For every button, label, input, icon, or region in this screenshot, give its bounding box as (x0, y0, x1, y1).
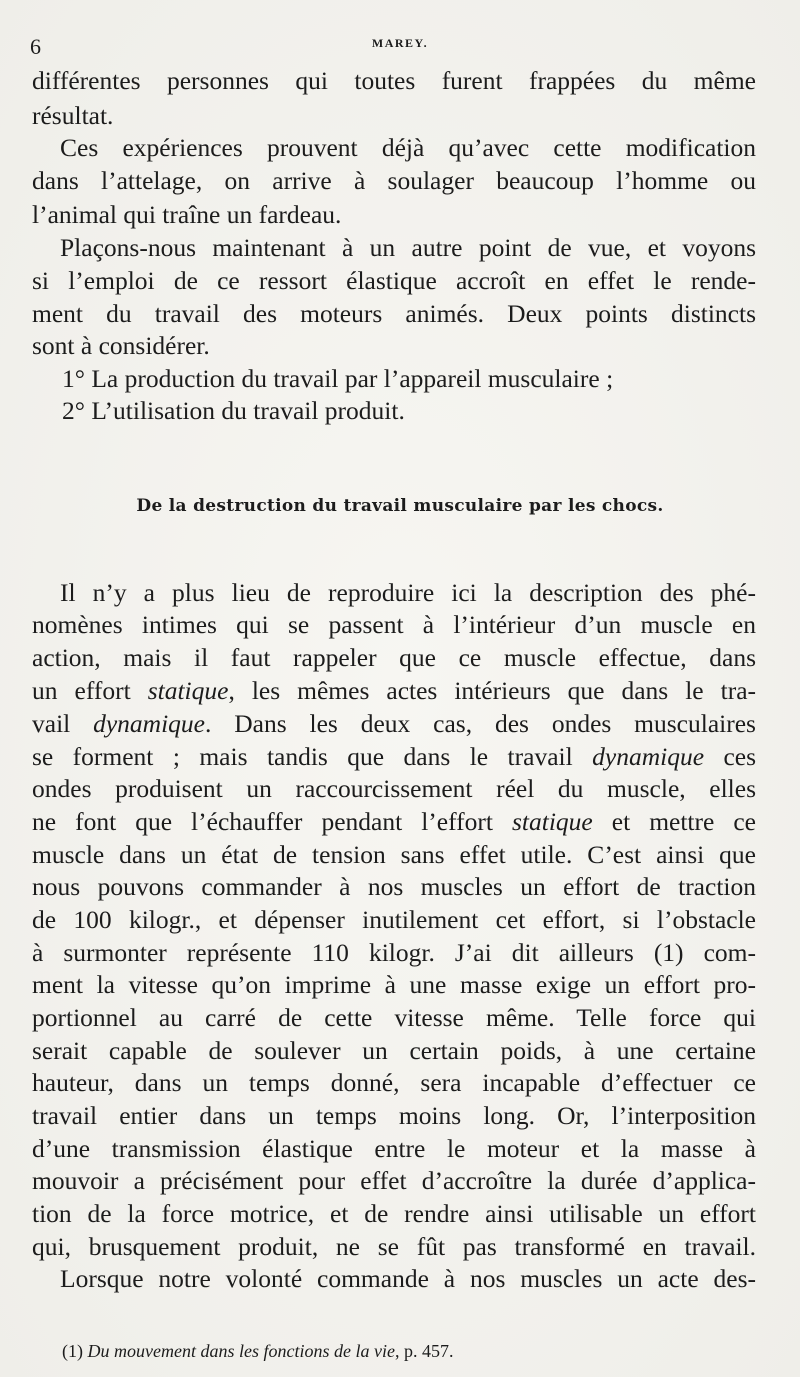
text-line: différentes personnes qui toutes furent frappées du même (32, 66, 756, 95)
text-line: dans l’attelage, on arrive à soulager beaucoup l’homme ou (32, 166, 756, 195)
text-line: nous pouvons commander à nos muscles un effort de traction (32, 872, 756, 901)
text-line: action, mais il faut rappeler que ce muscle effectue, dans (32, 643, 756, 672)
footnote (62, 1341, 453, 1362)
text-line: se forment ; mais tandis que dans le travail dynamique ces (32, 742, 757, 771)
text-line: un effort statique, les mêmes actes intérieurs que dans le tra- (32, 676, 757, 705)
footnote-title: Du mouvement dans les fonctions de la vie (87, 1341, 395, 1361)
italic-term: dynamique (93, 709, 205, 738)
text-line: muscle dans un état de tension sans effet utile. C’est ainsi que (32, 840, 756, 869)
list-item: 2° L’utilisation du travail produit. (62, 396, 405, 425)
text-line: l’animal qui traîne un fardeau. (32, 200, 342, 229)
text-line: qui, brusquement produit, ne se fût pas transformé en travail. (32, 1232, 756, 1261)
text-line: nomènes intimes qui se passent à l’intérieur d’un muscle en (32, 610, 756, 639)
text-line: à surmonter représente 110 kilogr. J’ai dit ailleurs (1) com- (32, 938, 756, 967)
text-line: Il n’y a plus lieu de reproduire ici la description des phé- (60, 578, 756, 607)
text-line: portionnel au carré de cette vitesse même. Telle force qui (32, 1003, 756, 1032)
text-line: Plaçons-nous maintenant à un autre point de vue, et voyons (60, 233, 756, 262)
text-line: ondes produisent un raccourcissement réel du muscle, elles (32, 774, 756, 803)
italic-term: statique (511, 807, 593, 836)
text-line: serait capable de soulever un certain poids, à une certaine (32, 1036, 756, 1065)
text-line: Lorsque notre volonté commande à nos muscles un acte des- (60, 1264, 756, 1293)
text-line: de 100 kilogr., et dépenser inutilement cet effort, si l’obstacle (32, 905, 756, 934)
footnote-marker: (1) (62, 1341, 88, 1361)
page-header (30, 34, 770, 58)
text-line: sont à considérer. (32, 331, 210, 360)
text-line: si l’emploi de ce ressort élastique accroît en effet le rende- (32, 266, 756, 295)
list-item: 1° La production du travail par l’appareil musculaire ; (62, 364, 614, 393)
text-line: travail entier dans un temps moins long. Or, l’interposition (32, 1101, 756, 1130)
text-line: d’une transmission élastique entre le moteur et la masse à (32, 1134, 756, 1163)
text-line: ne font que l’échauffer pendant l’effort statique et mettre ce (32, 807, 756, 836)
text-line: tion de la force motrice, et de rendre ainsi utilisable un effort (32, 1199, 756, 1228)
footnote-page: , p. 457. (394, 1341, 454, 1361)
text-line: ment du travail des moteurs animés. Deux points distincts (32, 299, 756, 328)
text-line: résultat. (32, 101, 114, 130)
italic-term: dynamique (592, 742, 705, 771)
section-title: De la destruction du travail musculaire par les chocs. (136, 496, 664, 516)
page-number: 6 (30, 34, 41, 59)
text-line: vail dynamique. Dans les deux cas, des ondes musculaires (32, 709, 756, 738)
text-line: mouvoir a précisément pour effet d’accroître la durée d’applica- (32, 1166, 756, 1195)
text-line: hauteur, dans un temps donné, sera incapable d’effectuer ce (32, 1068, 756, 1097)
text-line: ment la vitesse qu’on imprime à une masse exige un effort pro- (32, 970, 756, 999)
italic-term: statique (147, 676, 229, 705)
running-head: MAREY. (371, 36, 429, 50)
text-line: Ces expériences prouvent déjà qu’avec cette modification (60, 133, 756, 162)
